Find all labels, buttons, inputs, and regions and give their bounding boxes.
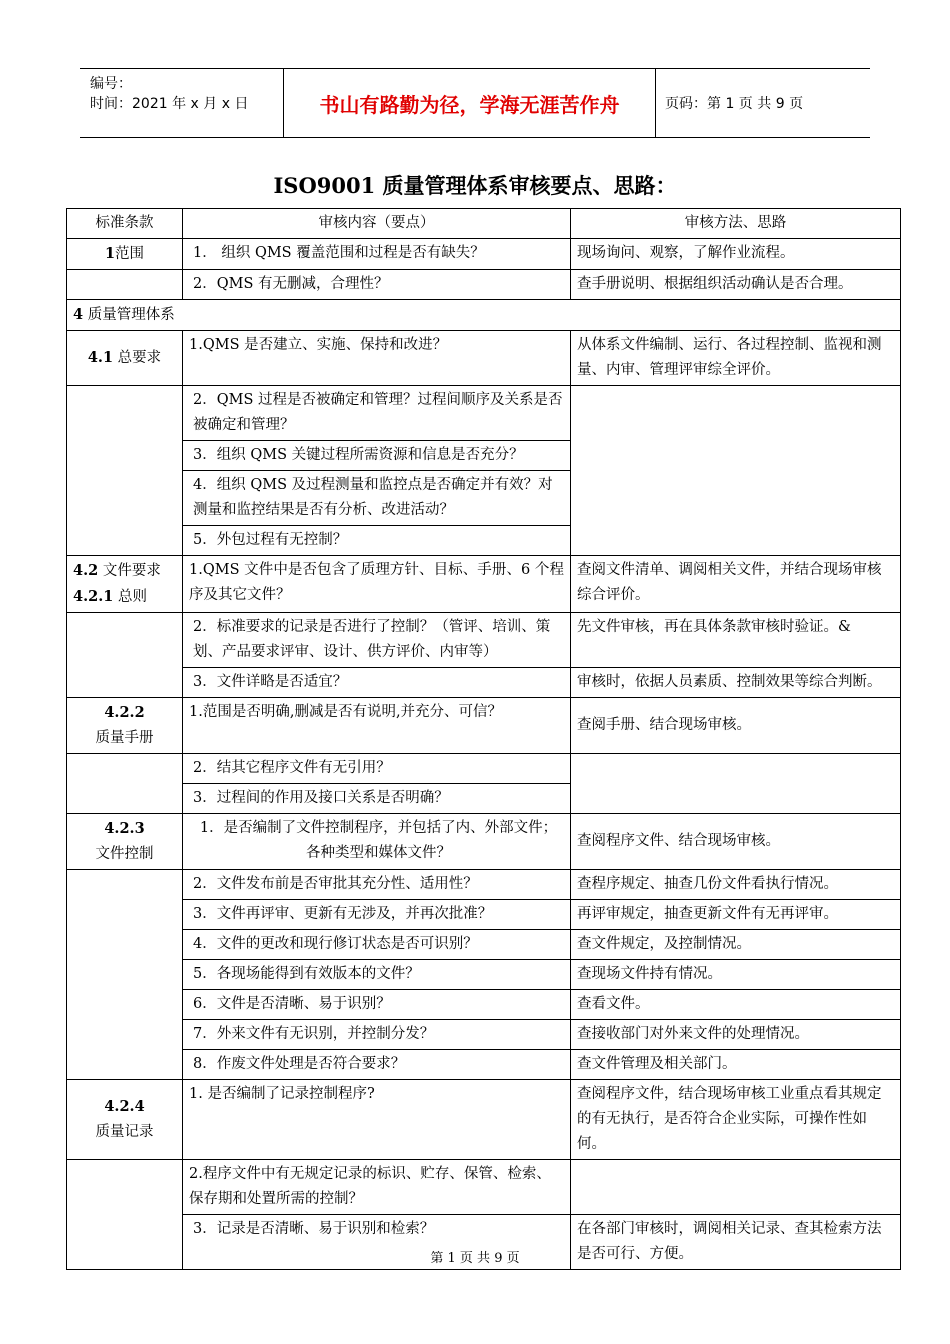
method-cell: 查阅程序文件，结合现场审核工业重点看其规定的有无执行，是否符合企业实际，可操作性如何。	[571, 1080, 901, 1160]
clause-cell	[67, 613, 183, 698]
method-cell: 查手册说明、根据组织活动确认是否合理。	[571, 270, 901, 300]
page-footer: 第 1 页 共 9 页	[430, 1251, 520, 1266]
method-cell: 查现场文件持有情况。	[571, 960, 901, 990]
document-number-label: 编号：	[90, 76, 132, 92]
clause-text: 质量手册	[95, 730, 154, 746]
method-cell: 查阅文件清单、调阅相关文件，并结合现场审核综合评价。	[571, 556, 901, 613]
method-cell: 从体系文件编制、运行、各过程控制、监视和测量、内审、管理评审综全评价。	[571, 331, 901, 386]
table-row	[67, 960, 901, 990]
clause-cell	[67, 698, 183, 754]
document-title: ISO9001 质量管理体系审核要点、思路：	[273, 173, 677, 198]
method-cell: 查文件规定，及控制情况。	[571, 930, 901, 960]
document-date: 时间：2021 年 x 月 x 日	[90, 96, 249, 112]
content-cell: 1．是否编制了文件控制程序，并包括了内、外部文件；各种类型和媒体文件？	[183, 814, 571, 870]
content-cell: 2．结其它程序文件有无引用？	[183, 754, 571, 784]
content-cell: 1.QMS 文件中是否包含了质理方针、目标、手册、6 个程序及其它文件？	[183, 556, 571, 613]
table-row	[67, 754, 901, 784]
method-cell	[571, 386, 901, 556]
table-row	[67, 1080, 901, 1160]
clause-number: 4.2	[73, 562, 99, 579]
table-row	[67, 900, 901, 930]
method-cell: 审核时，依据人员素质、控制效果等综合判断。	[571, 668, 901, 698]
clause-cell	[67, 870, 183, 1080]
content-cell: 1.QMS 是否建立、实施、保持和改进？	[183, 331, 571, 386]
content-cell: 3．记录是否清晰、易于识别和检索？	[183, 1215, 571, 1270]
content-cell: 3．组织 QMS 关键过程所需资源和信息是否充分？	[183, 441, 571, 471]
content-cell: 5．外包过程有无控制？	[183, 526, 571, 556]
clause-cell	[67, 814, 183, 870]
clause-cell	[67, 331, 183, 386]
table-row	[67, 814, 901, 870]
table-row	[67, 990, 901, 1020]
method-cell	[571, 754, 901, 814]
section-row	[67, 300, 901, 331]
header-method: 审核方法、思路	[571, 209, 901, 239]
table-row	[67, 930, 901, 960]
method-cell: 先文件审核，再在具体条款审核时验证。&	[571, 613, 901, 668]
table-row	[67, 239, 901, 270]
content-cell: 1． 组织 QMS 覆盖范围和过程是否有缺失？	[183, 239, 571, 270]
table-row	[67, 668, 901, 698]
clause-cell	[67, 556, 183, 613]
clause-text: 总则	[117, 589, 147, 605]
method-cell: 再评审规定，抽查更新文件有无再评审。	[571, 900, 901, 930]
clause-cell	[67, 1080, 183, 1160]
content-cell: 4．文件的更改和现行修订状态是否可识别？	[183, 930, 571, 960]
content-cell: 5．各现场能得到有效版本的文件？	[183, 960, 571, 990]
table-row	[67, 1050, 901, 1080]
header-page-info: 页码：第 1 页 共 9 页	[665, 96, 804, 112]
section-number: 4	[73, 306, 84, 323]
clause-line	[73, 558, 176, 584]
table-header-row	[67, 209, 901, 239]
header-content: 审核内容（要点）	[183, 209, 571, 239]
clause-cell	[67, 270, 183, 300]
clause-text: 总要求	[117, 350, 162, 366]
content-cell: 2．标准要求的记录是否进行了控制？（管评、培训、策划、产品要求评审、设计、供方评价、内审等）	[183, 613, 571, 668]
header-clause: 标准条款	[67, 209, 183, 239]
page-header	[80, 68, 870, 138]
section-text: 质量管理体系	[87, 307, 175, 323]
content-cell: 3．文件再评审、更新有无涉及，并再次批准？	[183, 900, 571, 930]
method-cell: 查看文件。	[571, 990, 901, 1020]
content-cell: 2.程序文件中有无规定记录的标识、贮存、保管、检索、保存期和处置所需的控制？	[183, 1160, 571, 1215]
clause-number: 4.2.2	[104, 704, 145, 721]
content-cell: 2．QMS 过程是否被确定和管理？过程间顺序及关系是否被确定和管理？	[183, 386, 571, 441]
audit-table	[66, 208, 901, 1270]
clause-cell	[67, 239, 183, 270]
content-cell: 1. 是否编制了记录控制程序?	[183, 1080, 571, 1160]
header-slogan: 书山有路勤为径，学海无涯苦作舟	[283, 69, 656, 137]
clause-text: 质量记录	[95, 1124, 154, 1140]
clause-number: 4.2.4	[104, 1098, 145, 1115]
method-cell: 查阅程序文件、结合现场审核。	[571, 814, 901, 870]
clause-cell	[67, 386, 183, 556]
header-left	[80, 69, 283, 137]
content-cell: 2．文件发布前是否审批其充分性、适用性？	[183, 870, 571, 900]
content-cell: 2．QMS 有无删减，合理性？	[183, 270, 571, 300]
section-cell	[67, 300, 901, 331]
clause-text: 范围	[115, 246, 145, 262]
clause-text: 文件要求	[102, 563, 161, 579]
content-cell: 3．过程间的作用及接口关系是否明确？	[183, 784, 571, 814]
clause-number: 4.2.1	[73, 588, 114, 605]
table-row	[67, 386, 901, 441]
method-cell: 在各部门审核时，调阅相关记录、查其检索方法是否可行、方便。	[571, 1215, 901, 1270]
content-cell: 7．外来文件有无识别，并控制分发？	[183, 1020, 571, 1050]
table-row	[67, 556, 901, 613]
clause-line	[73, 584, 176, 610]
content-cell: 4．组织 QMS 及过程测量和监控点是否确定并有效？对测量和监控结果是否有分析、改进活动？	[183, 471, 571, 526]
table-row	[67, 870, 901, 900]
content-cell: 8．作废文件处理是否符合要求？	[183, 1050, 571, 1080]
method-cell: 查文件管理及相关部门。	[571, 1050, 901, 1080]
table-row	[67, 331, 901, 386]
table-row	[67, 1020, 901, 1050]
clause-text: 文件控制	[95, 846, 154, 862]
method-cell	[571, 1160, 901, 1215]
content-cell: 3．文件详略是否适宜？	[183, 668, 571, 698]
clause-cell	[67, 754, 183, 814]
clause-number: 4.2.3	[104, 820, 145, 837]
method-cell: 现场询问、观察，了解作业流程。	[571, 239, 901, 270]
table-row	[67, 698, 901, 754]
content-cell: 6．文件是否清晰、易于识别？	[183, 990, 571, 1020]
method-cell: 查程序规定、抽查几份文件看执行情况。	[571, 870, 901, 900]
clause-number: 1	[104, 245, 116, 262]
clause-number: 4.1	[87, 349, 114, 366]
content-cell: 1.范围是否明确,删减是否有说明,并充分、可信？	[183, 698, 571, 754]
table-row	[67, 613, 901, 668]
table-row	[67, 270, 901, 300]
method-cell: 查阅手册、结合现场审核。	[571, 698, 901, 754]
method-cell: 查接收部门对外来文件的处理情况。	[571, 1020, 901, 1050]
table-row	[67, 1160, 901, 1215]
